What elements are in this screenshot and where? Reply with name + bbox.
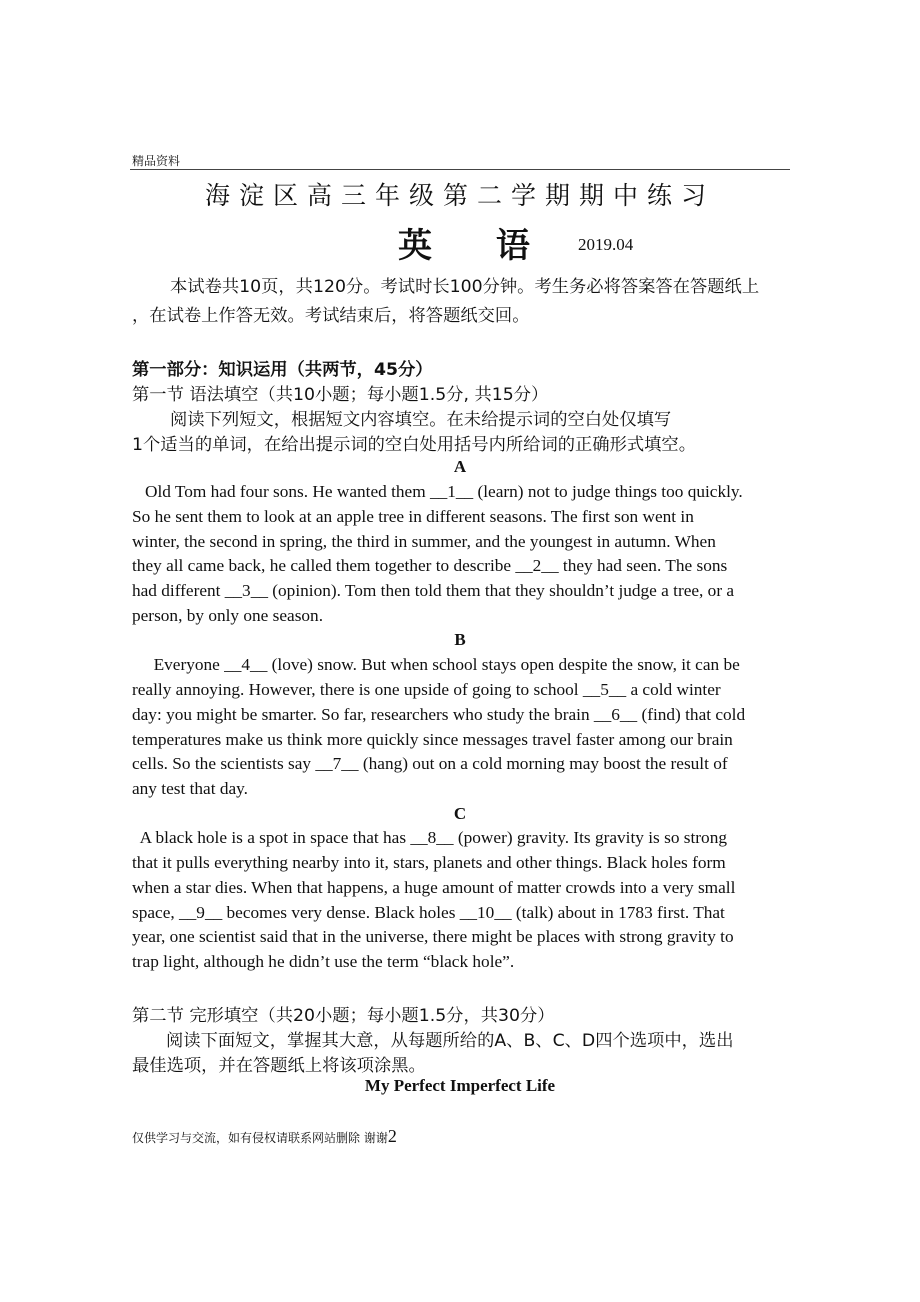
passage-a-line: person, by only one season. [132,606,324,625]
passage-a-line: winter, the second in spring, the third in summer, and the youngest in autumn. When [132,532,716,551]
passage-c-line: year, one scientist said that in the universe, there might be places with strong gravity to [132,927,734,946]
passage-c-line: that it pulls everything nearby into it, stars, planets and other things. Black holes form [132,853,726,872]
header-rule [130,169,790,170]
passage-c-line: when a star dies. When that happens, a huge amount of matter crowds into a very small [132,878,736,897]
part1-heading: 第一部分：知识运用（共两节，45分） [132,360,433,380]
passage-title: My Perfect Imperfect Life [364,1076,556,1095]
passage-a-label: A [453,457,467,476]
passage-a-line: they all came back, he called them together to describe __2__ they had seen. The sons [132,556,728,575]
passage-b-line: any test that day. [132,779,248,798]
passage-b-label: B [454,630,466,649]
section2-heading: 第二节 完形填空（共20小题；每小题1.5分，共30分） [132,1006,555,1026]
passage-b-line: really annoying. However, there is one upside of going to school __5__ a cold winter [132,680,721,699]
passage-c-label: C [453,804,467,823]
footer-text: 仅供学习与交流，如有侵权请联系网站删除 谢谢 [132,1131,388,1145]
passage-b-line: temperatures make us think more quickly since messages travel faster among our brain [132,730,733,749]
header-label: 精品资料 [132,154,181,168]
page-number: 2 [387,1126,397,1146]
intro-line-2: ，在试卷上作答无效。考试结束后，将答题纸交回。 [132,306,530,326]
passage-a-line: So he sent them to look at an apple tree in different seasons. The first son went in [132,507,694,526]
passage-b-line: Everyone __4__ (love) snow. But when school stays open despite the snow, it can be [132,655,740,674]
section1-instructions-1: 阅读下列短文，根据短文内容填空。在未给提示词的空白处仅填写 [170,410,672,430]
exam-date: 2019.04 [578,235,634,254]
passage-b-line: cells. So the scientists say __7__ (hang) out on a cold morning may boost the result of [132,754,728,773]
passage-a-line: had different __3__ (opinion). Tom then told them that they shouldn’t judge a tree, or a [132,581,735,600]
passage-a-line: Old Tom had four sons. He wanted them __1__ (learn) not to judge things too quickly. [132,482,743,501]
section1-instructions-2: 1个适当的单词，在给出提示词的空白处用括号内所给词的正确形式填空。 [132,435,696,455]
subject-title: 英 语 [398,226,556,266]
section2-instructions-1: 阅读下面短文，掌握其大意，从每题所给的A、B、C、D四个选项中，选出 [166,1031,734,1051]
exam-title: 海淀区高三年级第二学期期中练习 [204,181,715,210]
section1-heading: 第一节 语法填空（共10小题；每小题1.5分, 共15分） [132,385,549,405]
passage-c-line: space, __9__ becomes very dense. Black holes __10__ (talk) about in 1783 first. That [132,903,725,922]
section2-instructions-2: 最佳选项，并在答题纸上将该项涂黑。 [132,1056,426,1076]
intro-line-1: 本试卷共10页，共120分。考试时长100分钟。考生务必将答案答在答题纸上 [170,277,760,297]
footer [132,1126,397,1147]
passage-c-line: trap light, although he didn’t use the term “black hole”. [132,952,515,971]
passage-b-line: day: you might be smarter. So far, researchers who study the brain __6__ (find) that cold [132,705,746,724]
passage-c-line: A black hole is a spot in space that has __8__ (power) gravity. Its gravity is so strong [132,828,727,847]
